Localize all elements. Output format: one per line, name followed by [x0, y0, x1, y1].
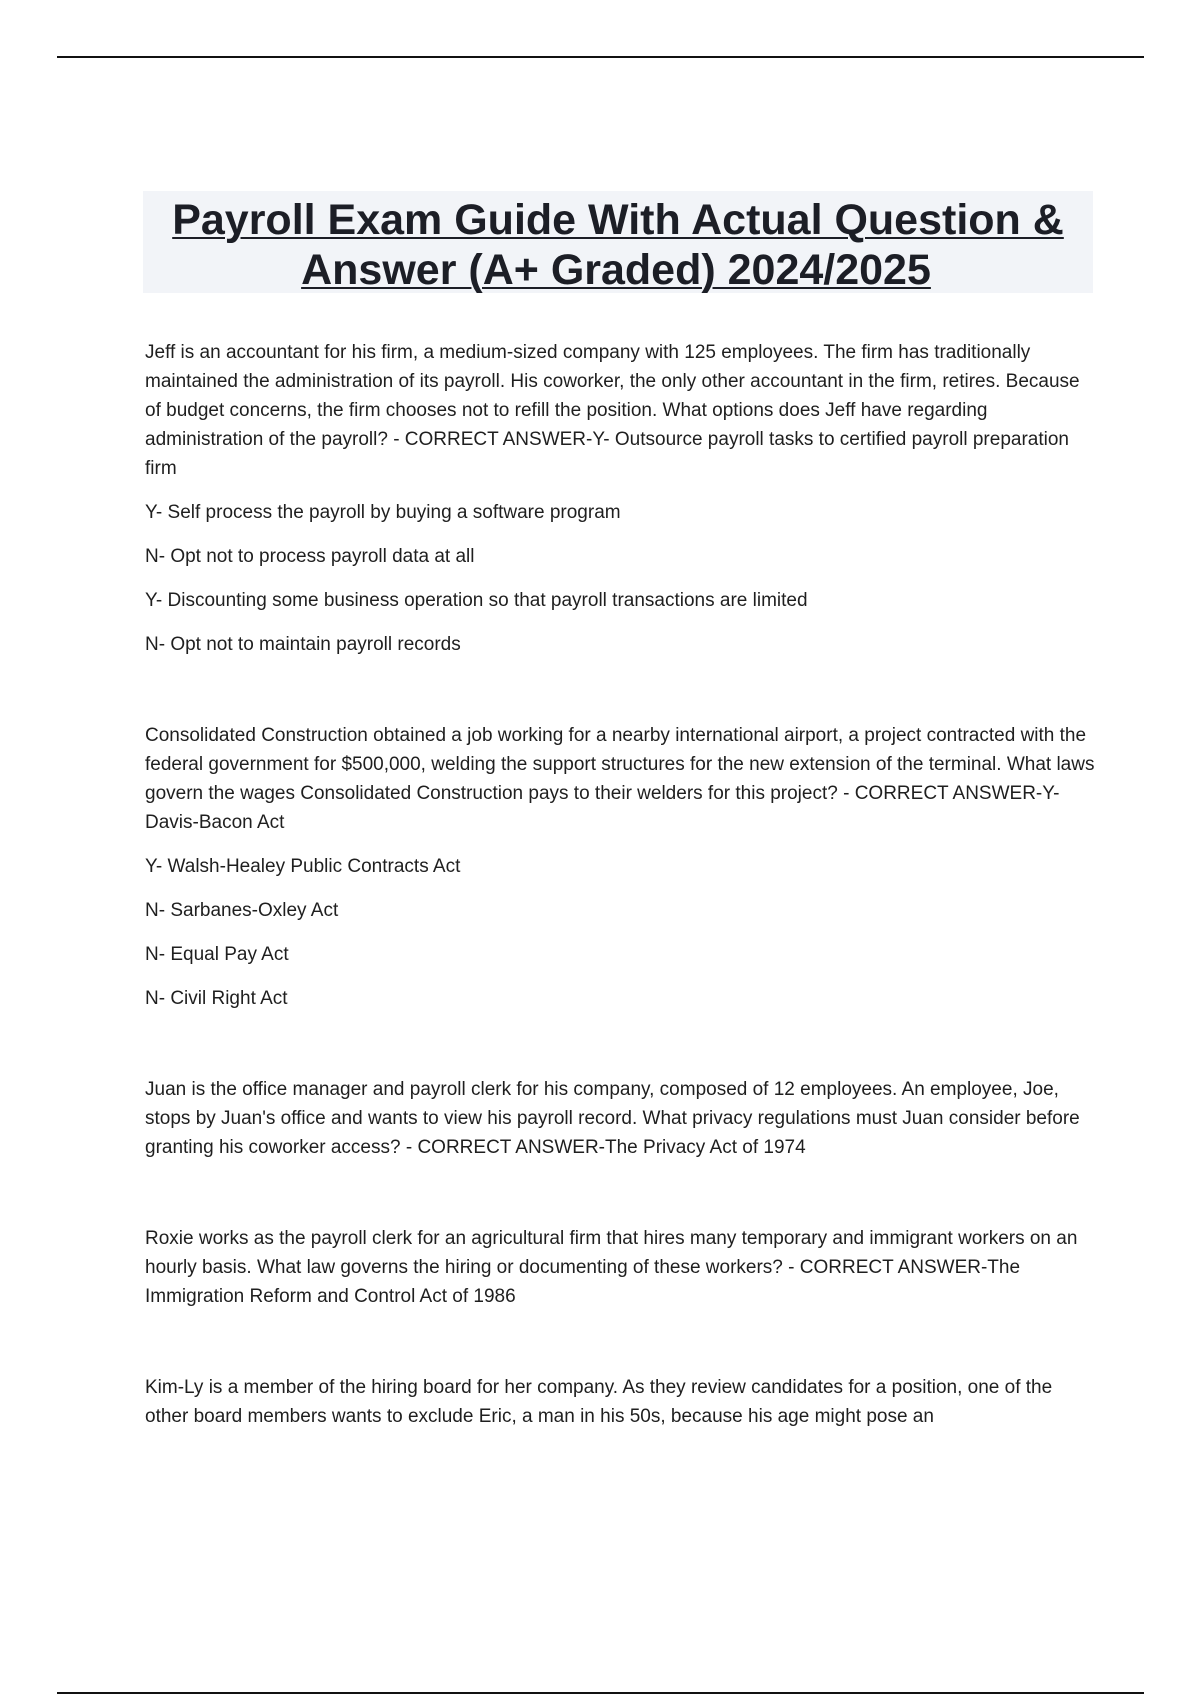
question-text: Jeff is an accountant for his firm, a medium-sized company with 125 employees. The firm has traditionally maintained the administration of its payroll. His coworker, the only other accountant in the firm, retires. Because of budget concerns, the firm chooses not to refill the position. What options does Jeff have regarding administration of the payroll? - CORRECT ANSWER-Y- Outsource payroll tasks to certified payroll preparation firm: [145, 342, 1080, 479]
question-text: Kim-Ly is a member of the hiring board for her company. As they review candidates for a position, one of the other board members wants to exclude Eric, a man in his 50s, because his age might pose an: [145, 1377, 1053, 1427]
answer-option: Y- Discounting some business operation so that payroll transactions are limited: [145, 590, 808, 611]
question-text: Roxie works as the payroll clerk for an agricultural firm that hires many temporary and immigrant workers on an hourly basis. What law governs the hiring or documenting of these workers? - CORRECT ANSWER-The Immigration Reform and Control Act of 1986: [145, 1228, 1078, 1307]
document-title: [143, 191, 1093, 293]
qa-block: [145, 1224, 1095, 1311]
answer-option: Y- Self process the payroll by buying a software program: [145, 502, 621, 523]
answer-option: N- Civil Right Act: [145, 988, 288, 1009]
qa-block: [145, 338, 1095, 659]
qa-block: [145, 1373, 1095, 1431]
answer-option: Y- Walsh-Healey Public Contracts Act: [145, 856, 461, 877]
question-text: Juan is the office manager and payroll clerk for his company, composed of 12 employees. An employee, Joe, stops by Juan's office and wants to view his payroll record. What privacy regulations must Juan consider before granting his coworker access? - CORRECT ANSWER-The Privacy Act of 1974: [145, 1079, 1080, 1158]
answer-option: N- Opt not to maintain payroll records: [145, 634, 461, 655]
qa-block: [145, 1075, 1095, 1162]
title-line-1: Payroll Exam Guide With Actual Question &: [172, 196, 1064, 244]
footer-rule: [57, 1692, 1144, 1694]
answer-option: N- Equal Pay Act: [145, 944, 289, 965]
question-text: Consolidated Construction obtained a job working for a nearby international airport, a project contracted with the federal government for $500,000, welding the support structures for the new extension of the terminal. What laws govern the wages Consolidated Construction pays to their welders for this project? - CORRECT ANSWER-Y-Davis-Bacon Act: [145, 725, 1095, 833]
answer-option: N- Sarbanes-Oxley Act: [145, 900, 339, 921]
answer-option: N- Opt not to process payroll data at all: [145, 546, 475, 567]
header-rule: [57, 56, 1144, 58]
title-line-2: Answer (A+ Graded) 2024/2025: [301, 246, 931, 294]
qa-block: [145, 721, 1095, 1013]
document-body: [145, 338, 1095, 1493]
